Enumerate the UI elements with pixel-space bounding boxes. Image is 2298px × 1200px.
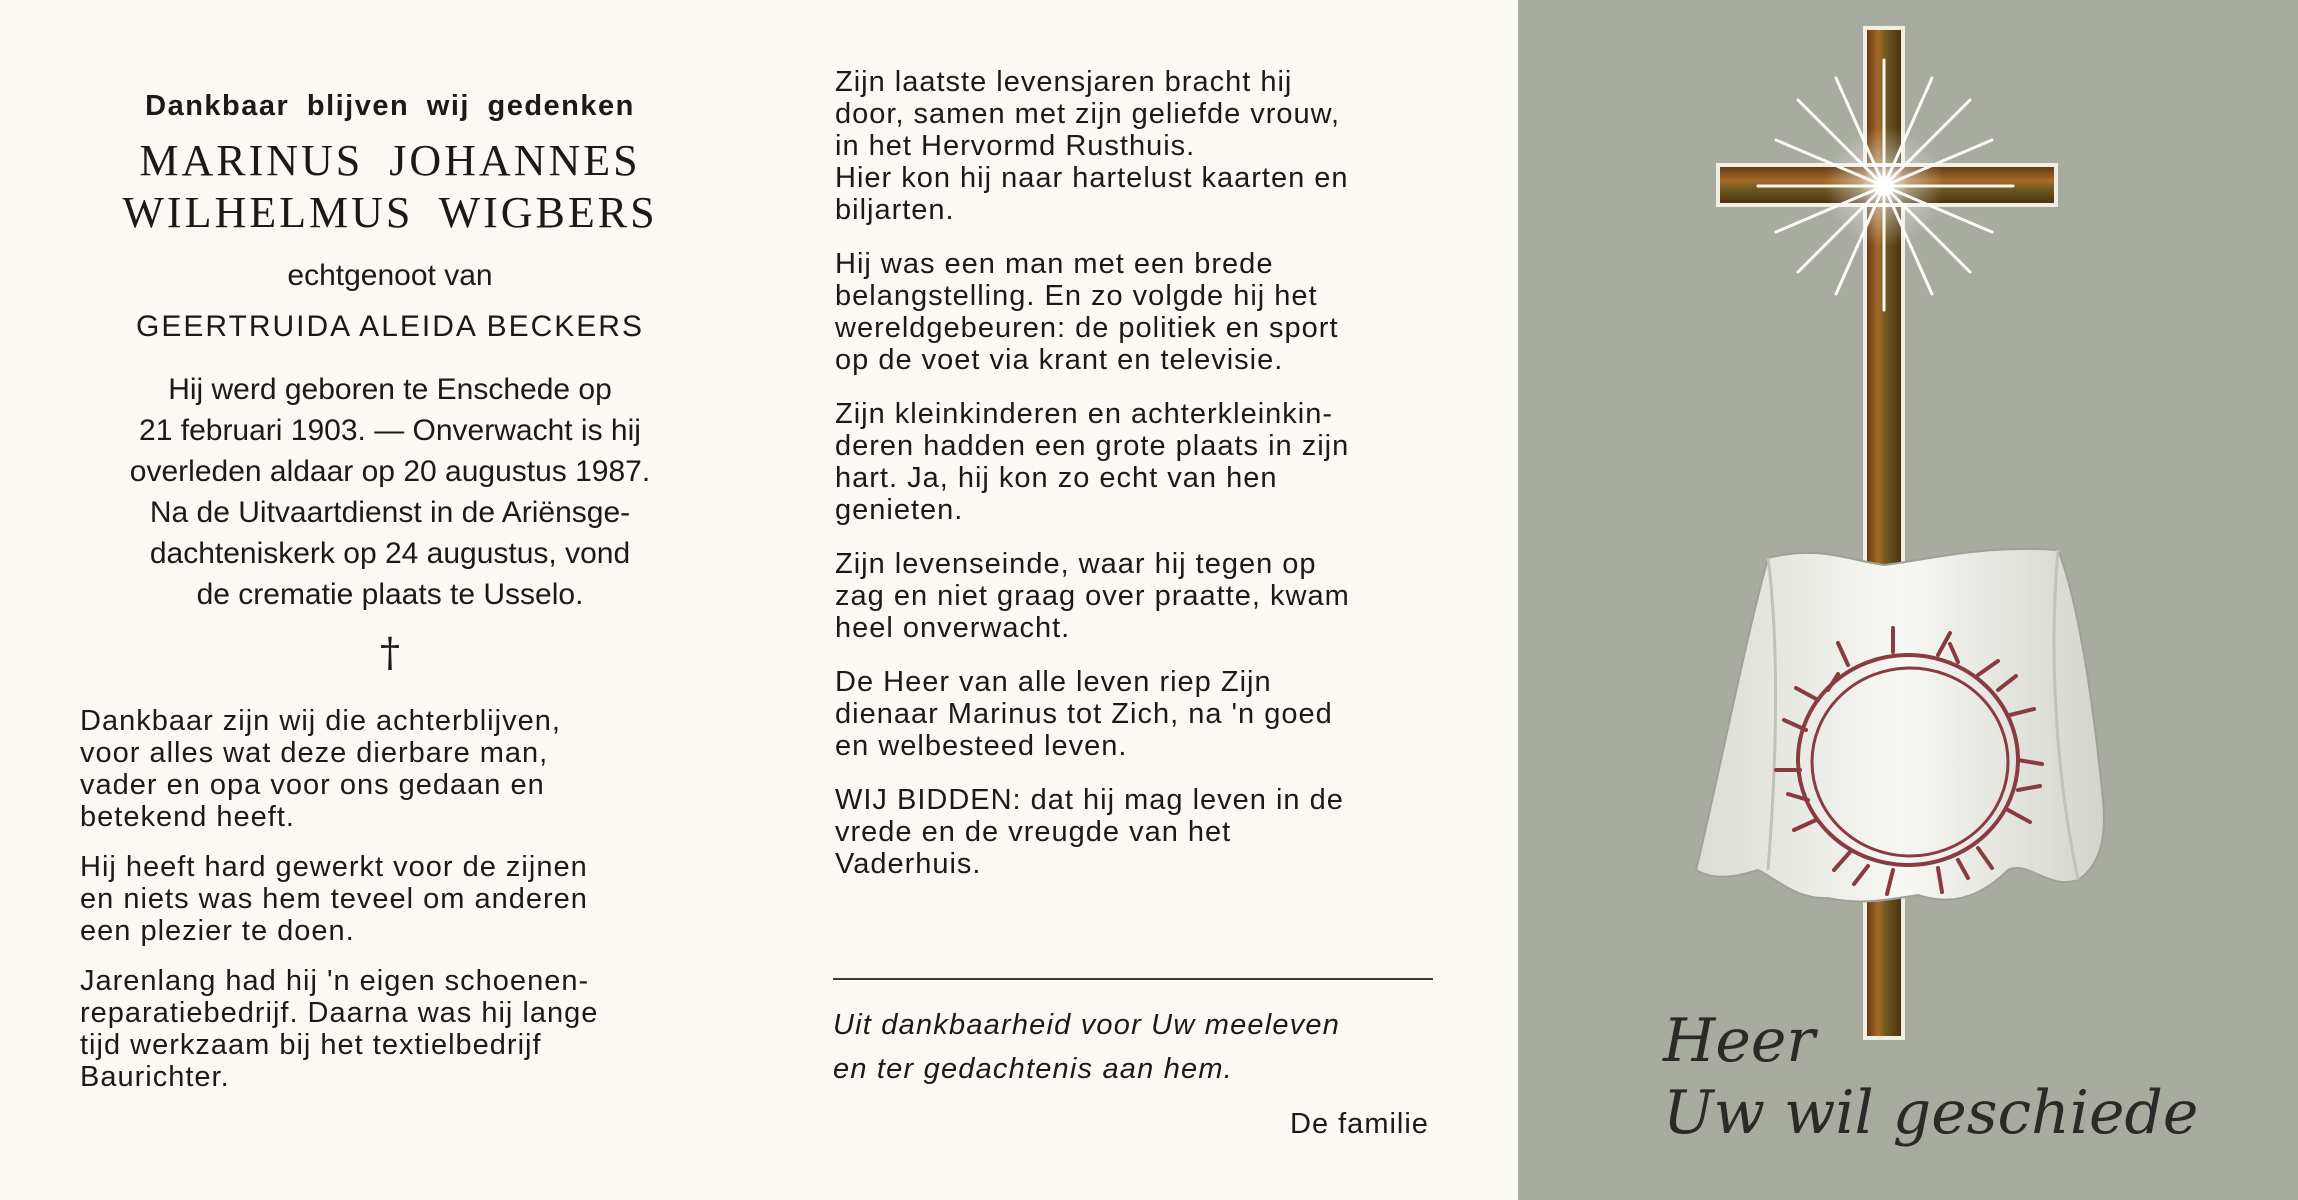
text-line: Dankbaar zijn wij die achterblijven, <box>80 705 561 737</box>
text-line: deren hadden een grote plaats in zijn <box>835 430 1350 462</box>
spouse-label: echtgenoot van <box>287 259 493 292</box>
text-line: Jarenlang had hij 'n eigen schoenen- <box>80 965 590 997</box>
birth-line: de crematie plaats te Usselo. <box>196 578 584 611</box>
motto-line-2: Uw wil geschiede <box>1663 1078 2199 1148</box>
birth-line: overleden aldaar op 20 augustus 1987. <box>129 455 651 488</box>
text-line: Zijn levenseinde, waar hij tegen op <box>835 548 1317 580</box>
text-line: vader en opa voor ons gedaan en <box>80 769 545 801</box>
text-line: tijd werkzaam bij het textielbedrijf <box>80 1029 542 1061</box>
paragraph <box>80 965 700 1093</box>
motto <box>1663 1005 2198 1149</box>
cross-icon: † <box>380 630 400 676</box>
motto-line-1: Heer <box>1663 1006 1816 1076</box>
text-line: Zijn kleinkinderen en achterkleinkin- <box>835 398 1334 430</box>
text-line: op de voet via krant en televisie. <box>835 344 1284 376</box>
text-line: zag en niet graag over praatte, kwam <box>835 580 1350 612</box>
text-line: De Heer van alle leven riep Zijn <box>835 666 1272 698</box>
text-line: Hier kon hij naar hartelust kaarten en <box>835 162 1349 194</box>
text-line: Hij was een man met een brede <box>835 248 1274 280</box>
text-line: hart. Ja, hij kon zo echt van hen <box>835 462 1278 494</box>
paragraph <box>835 66 1445 226</box>
paragraph <box>80 851 700 947</box>
paragraph <box>835 784 1445 880</box>
text-line: Hij heeft hard gewerkt voor de zijnen <box>80 851 588 883</box>
text-line: betekend heeft. <box>80 801 295 833</box>
signature: De familie <box>1290 1108 1429 1140</box>
closing-text <box>833 1003 1453 1091</box>
paragraph <box>835 666 1445 762</box>
birth-line: dachteniskerk op 24 augustus, vond <box>149 537 631 570</box>
text-line: Zijn laatste levensjaren bracht hij <box>835 66 1293 98</box>
paragraph <box>835 398 1445 526</box>
middle-column <box>835 66 1445 880</box>
deceased-name <box>80 135 700 239</box>
draped-cloth <box>1696 549 2104 901</box>
spouse-name: GEERTRUIDA ALEIDA BECKERS <box>136 310 644 343</box>
text-line: vrede en de vreugde van het <box>835 816 1232 848</box>
text-line: Vaderhuis. <box>835 848 982 880</box>
paragraph <box>80 705 700 833</box>
text-line: dienaar Marinus tot Zich, na 'n goed <box>835 698 1333 730</box>
text-line: Baurichter. <box>80 1061 230 1093</box>
birth-death-text <box>80 369 700 615</box>
text-line: voor alles wat deze dierbare man, <box>80 737 549 769</box>
text-line: wereldgebeuren: de politiek en sport <box>835 312 1339 344</box>
intro-text: Dankbaar blijven wij gedenken <box>145 90 635 122</box>
light-center <box>1874 176 1894 196</box>
birth-line: Hij werd geboren te Enschede op <box>168 373 612 406</box>
text-line: belangstelling. En zo volgde hij het <box>835 280 1318 312</box>
text-line: een plezier te doen. <box>80 915 355 947</box>
text-line: heel onverwacht. <box>835 612 1071 644</box>
birth-line: 21 februari 1903. — Onverwacht is hij <box>139 414 641 447</box>
text-line: in het Hervormd Rusthuis. <box>835 130 1196 162</box>
text-line: door, samen met zijn geliefde vrouw, <box>835 98 1341 130</box>
paragraph <box>835 548 1445 644</box>
closing-line: en ter gedachtenis aan hem. <box>833 1053 1233 1085</box>
image-panel <box>1518 0 2298 1200</box>
paragraph <box>835 248 1445 376</box>
name-line-2: WILHELMUS WIGBERS <box>122 188 658 237</box>
left-column <box>80 86 700 1093</box>
text-line: en niets was hem teveel om anderen <box>80 883 588 915</box>
text-line: reparatiebedrijf. Daarna was hij lange <box>80 997 599 1029</box>
text-line: biljarten. <box>835 194 955 226</box>
closing-line: Uit dankbaarheid voor Uw meeleven <box>833 1009 1341 1041</box>
text-line: WIJ BIDDEN: dat hij mag leven in de <box>835 784 1344 816</box>
birth-line: Na de Uitvaartdienst in de Ariënsge- <box>149 496 631 529</box>
name-line-1: MARINUS JOHANNES <box>139 136 641 185</box>
divider <box>833 978 1433 980</box>
text-line: en welbesteed leven. <box>835 730 1128 762</box>
text-line: genieten. <box>835 494 964 526</box>
